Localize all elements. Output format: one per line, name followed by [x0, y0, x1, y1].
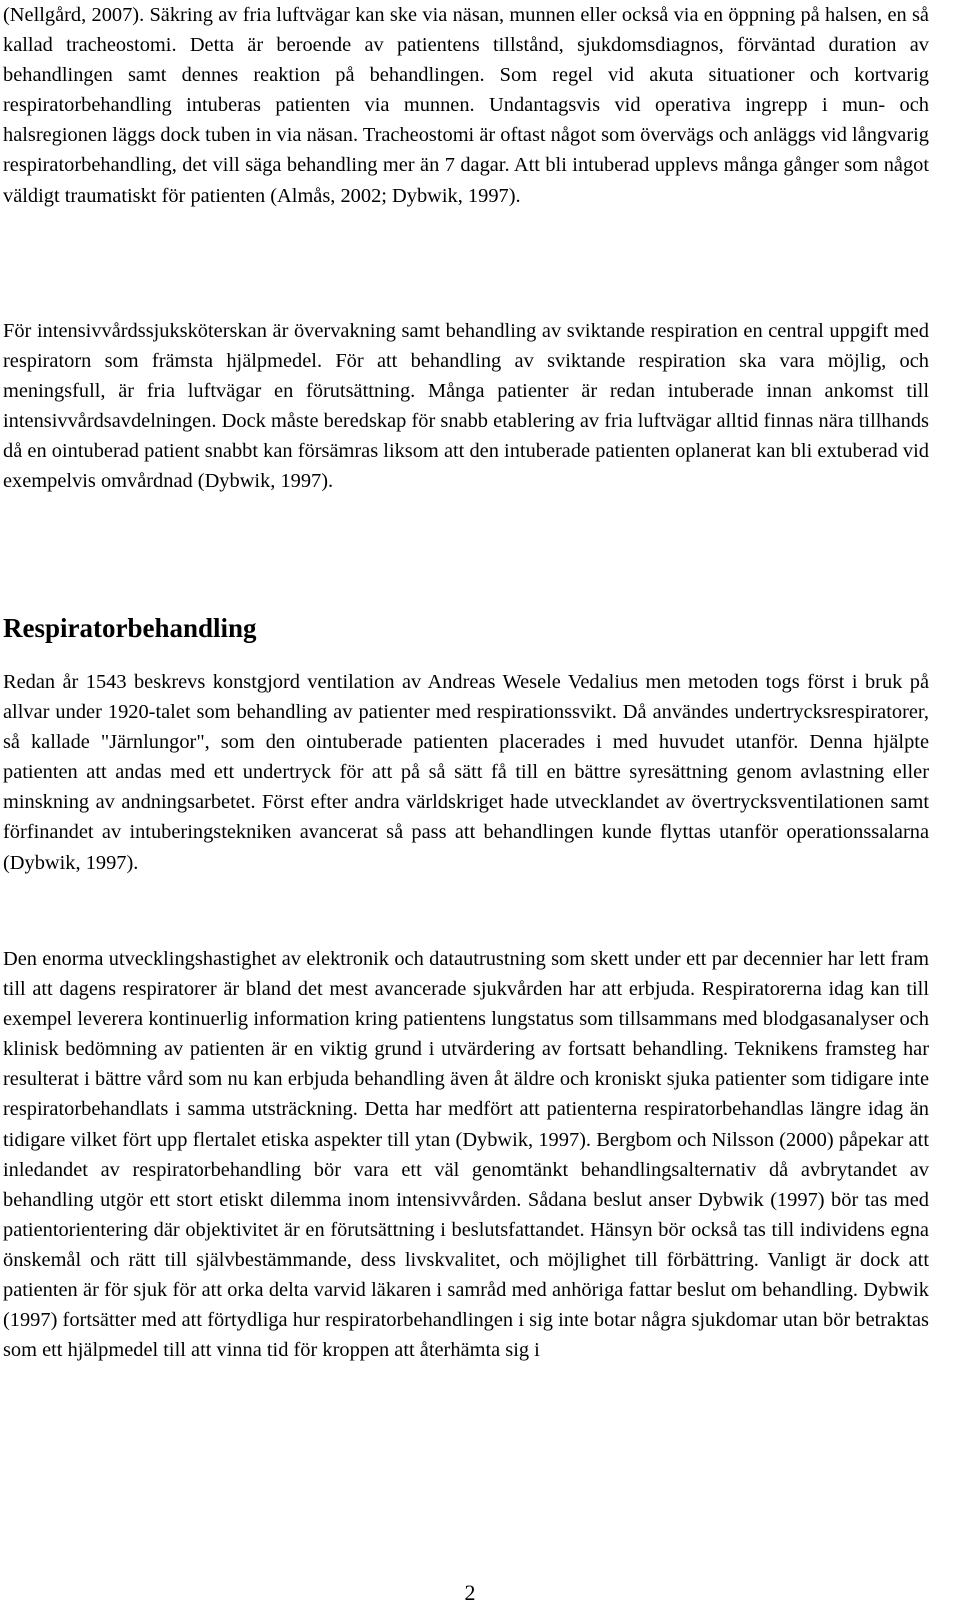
paragraph-airway-securing: (Nellgård, 2007). Säkring av fria luftvägar kan ske via näsan, munnen eller också via en öppning på halsen, en så kallad tracheostomi. Detta är beroende av patientens tillstånd, sjukdomsdiagnos, förväntad duration av behandlingen samt dennes reaktion på behandlingen. Som regel vid akuta situationer och kortvarig respiratorbehandling intuberas patienten via munnen. Undantagsvis vid operativa ingrepp i mun- och halsregionen läggs dock tuben in via näsan. Tracheostomi är oftast något som övervägs och anläggs vid långvarig respiratorbehandling, det vill säga behandling mer än 7 dagar. Att bli intuberad upplevs många gånger som något väldigt traumatiskt för patienten (Almås, 2002; Dybwik, 1997). — [3, 4, 929, 207]
paragraph-ventilation-history: Redan år 1543 beskrevs konstgjord ventilation av Andreas Wesele Vedalius men metoden togs först i bruk på allvar under 1920-talet som behandling av patienter med respirationssvikt. Då användes undertrycksrespiratorer, så kallade "Järnlungor", som den ointuberade patienten placerades i med huvudet utanför. Denna hjälpte patienten att andas med ett undertryck för att på så sätt få till en bättre syresättning genom avlastning eller minskning av andningsarbetet. Först efter andra världskriget hade utvecklandet av övertrycksventilationen samt förfinandet av intuberingstekniken avancerat så pass att behandlingen kunde flyttas utanför operationssalarna (Dybwik, 1997). — [3, 671, 929, 874]
section-heading: Respiratorbehandling — [3, 613, 257, 643]
paragraph-respirator-development: Den enorma utvecklingshastighet av elektronik och datautrustning som skett under ett par decennier har lett fram till att dagens respiratorer är bland det mest avancerade sjukvården har att erbjuda. Respiratorerna idag kan till exempel leverera kontinuerlig information kring patientens lungstatus som tillsammans med blodgasanalyser och klinisk bedömning av patienten är en viktig grund i utvärdering av fortsatt behandling. Teknikens framsteg har resulterat i bättre vård som nu kan erbjuda behandling även åt äldre och kroniskt sjuka patienter som tidigare inte respiratorbehandlats i samma utsträckning. Detta har medfört att patienterna respiratorbehandlas längre idag än tidigare vilket fört upp flertalet etiska aspekter till ytan (Dybwik, 1997). Bergbom och Nilsson (2000) påpekar att inledandet av respiratorbehandling bör vara ett väl genomtänkt behandlingsalternativ då avbrytandet av behandling utgör ett stort etiskt dilemma inom intensivvården. Sådana beslut anser Dybwik (1997) bör tas med patientorientering där objektivitet är en förutsättning i beslutsfattandet. Hänsyn bör också tas till individens egna önskemål och rätt till självbestämmande, dess livskvalitet, och möjlighet till förbättring. Vanligt är dock att patienten är för sjuk för att orka delta varvid läkaren i samråd med anhöriga fattar beslut om behandling. Dybwik (1997) fortsätter med att förtydliga hur respiratorbehandlingen i sig inte botar några sjukdomar utan bör betraktas som ett hjälpmedel till att vinna tid för kroppen att återhämta sig i — [3, 948, 929, 1362]
page-number: 2 — [464, 1580, 476, 1605]
paragraph-icu-nurse-monitoring: För intensivvårdssjuksköterskan är övervakning samt behandling av sviktande respiration en central uppgift med respiratorn som främsta hjälpmedel. För att behandling av sviktande respiration ska vara möjlig, och meningsfull, är fria luftvägar en förutsättning. Många patienter är redan intuberade innan ankomst till intensivvårdsavdelningen. Dock måste beredskap för snabb etablering av fria luftvägar alltid finnas nära tillhands då en ointuberad patient snabbt kan försämras liksom att den intuberade patienten oplanerat kan bli extuberad vid exempelvis omvårdnad (Dybwik, 1997). — [3, 320, 929, 493]
